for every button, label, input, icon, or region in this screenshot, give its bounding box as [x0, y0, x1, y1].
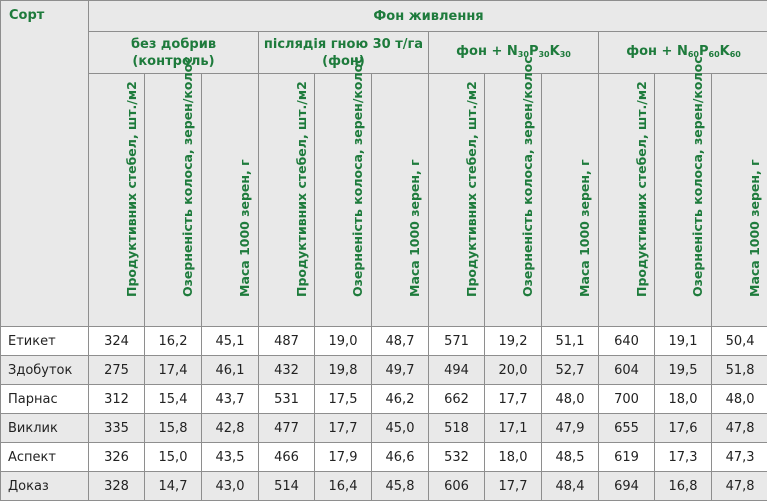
table-cell: 326	[89, 443, 145, 472]
table-row	[1, 385, 767, 414]
variety-name: Аспект	[1, 443, 89, 472]
table-cell: 48,4	[542, 472, 599, 501]
group-label-prefix: фон + N	[456, 44, 518, 59]
group-label-prefix: фон + N	[626, 44, 688, 59]
table-cell: 45,1	[202, 327, 259, 356]
parameter-header	[259, 74, 315, 327]
table-cell: 494	[429, 356, 485, 385]
table-cell: 17,7	[485, 472, 542, 501]
table-cell: 16,8	[655, 472, 712, 501]
table-cell: 46,6	[372, 443, 429, 472]
table-cell: 324	[89, 327, 145, 356]
table-cell: 335	[89, 414, 145, 443]
subscript: 60	[730, 50, 741, 59]
table-cell: 15,4	[145, 385, 202, 414]
table-cell: 17,6	[655, 414, 712, 443]
parameter-label: Маса 1000 зерен, г	[577, 159, 592, 297]
parameter-label: Озерненість колоса, зерен/колос	[350, 56, 365, 297]
group-label-p: P	[529, 44, 539, 59]
table-cell: 518	[429, 414, 485, 443]
group-label-line1: без добрив	[131, 37, 216, 52]
parameter-header	[429, 74, 485, 327]
table-cell: 19,8	[315, 356, 372, 385]
table-cell: 48,5	[542, 443, 599, 472]
table-cell: 328	[89, 472, 145, 501]
parameter-header-row	[1, 74, 767, 327]
variety-name: Етикет	[1, 327, 89, 356]
parameter-header	[89, 74, 145, 327]
table-cell: 640	[599, 327, 655, 356]
table-cell: 15,8	[145, 414, 202, 443]
parameter-label: Продуктивних стебел, шт./м2	[634, 81, 649, 297]
subscript: 30	[518, 50, 529, 59]
group-header-npk30	[429, 32, 599, 74]
table-cell: 17,1	[485, 414, 542, 443]
table-cell: 19,2	[485, 327, 542, 356]
group-header-control	[89, 32, 259, 74]
table-cell: 46,2	[372, 385, 429, 414]
table-cell: 700	[599, 385, 655, 414]
parameter-header	[542, 74, 599, 327]
parameter-header	[315, 74, 372, 327]
parameter-header	[202, 74, 259, 327]
parameter-label: Продуктивних стебел, шт./м2	[464, 81, 479, 297]
table-cell: 17,7	[485, 385, 542, 414]
fertilizer-background-header: Фон живлення	[89, 1, 767, 32]
table-cell: 606	[429, 472, 485, 501]
group-label-line2: (контроль)	[132, 54, 214, 69]
group-header-npk60	[599, 32, 767, 74]
subscript: 60	[688, 50, 699, 59]
table-cell: 477	[259, 414, 315, 443]
table-body	[1, 327, 767, 501]
table-row	[1, 414, 767, 443]
parameter-label: Озерненість колоса, зерен/колос	[690, 56, 705, 297]
table-cell: 48,0	[542, 385, 599, 414]
table-cell: 47,9	[542, 414, 599, 443]
table-cell: 43,5	[202, 443, 259, 472]
table-cell: 43,7	[202, 385, 259, 414]
parameter-label: Продуктивних стебел, шт./м2	[294, 81, 309, 297]
parameter-header	[599, 74, 655, 327]
parameter-label: Продуктивних стебел, шт./м2	[124, 81, 139, 297]
parameter-label: Маса 1000 зерен, г	[237, 159, 252, 297]
parameter-header	[655, 74, 712, 327]
group-label-line1: післядія гною 30 т/га	[264, 37, 423, 52]
parameter-header	[712, 74, 767, 327]
table-row	[1, 356, 767, 385]
parameter-header	[485, 74, 542, 327]
group-header-manure	[259, 32, 429, 74]
parameter-label: Маса 1000 зерен, г	[407, 159, 422, 297]
table-cell: 532	[429, 443, 485, 472]
subscript: 30	[560, 50, 571, 59]
table-cell: 48,7	[372, 327, 429, 356]
table-cell: 17,9	[315, 443, 372, 472]
table-cell: 16,2	[145, 327, 202, 356]
parameter-header	[145, 74, 202, 327]
table-cell: 466	[259, 443, 315, 472]
variety-name: Парнас	[1, 385, 89, 414]
table-cell: 47,8	[712, 472, 767, 501]
table-cell: 17,4	[145, 356, 202, 385]
parameter-label: Озерненість колоса, зерен/колос	[180, 56, 195, 297]
group-label-k: K	[550, 44, 560, 59]
table-row	[1, 327, 767, 356]
table-cell: 619	[599, 443, 655, 472]
table-cell: 16,4	[315, 472, 372, 501]
subscript: 60	[709, 50, 720, 59]
group-label-p: P	[699, 44, 709, 59]
table-cell: 19,5	[655, 356, 712, 385]
table-cell: 47,3	[712, 443, 767, 472]
group-label-k: K	[720, 44, 730, 59]
table-cell: 662	[429, 385, 485, 414]
table-cell: 45,8	[372, 472, 429, 501]
table-cell: 432	[259, 356, 315, 385]
table-cell: 18,0	[655, 385, 712, 414]
table-cell: 20,0	[485, 356, 542, 385]
table-cell: 604	[599, 356, 655, 385]
table-cell: 312	[89, 385, 145, 414]
table-cell: 49,7	[372, 356, 429, 385]
table-cell: 694	[599, 472, 655, 501]
parameter-header	[372, 74, 429, 327]
variety-name: Здобуток	[1, 356, 89, 385]
table-cell: 42,8	[202, 414, 259, 443]
table-cell: 18,0	[485, 443, 542, 472]
table-cell: 17,3	[655, 443, 712, 472]
table-cell: 51,1	[542, 327, 599, 356]
table-cell: 531	[259, 385, 315, 414]
table-cell: 45,0	[372, 414, 429, 443]
table-cell: 487	[259, 327, 315, 356]
table-cell: 19,1	[655, 327, 712, 356]
group-label-line2: (фон)	[322, 54, 365, 69]
table-cell: 514	[259, 472, 315, 501]
table-cell: 15,0	[145, 443, 202, 472]
variety-name: Виклик	[1, 414, 89, 443]
table-cell: 52,7	[542, 356, 599, 385]
table-cell: 47,8	[712, 414, 767, 443]
table-cell: 14,7	[145, 472, 202, 501]
parameter-label: Озерненість колоса, зерен/колос	[520, 56, 535, 297]
table-cell: 46,1	[202, 356, 259, 385]
sort-column-header: Сорт	[1, 1, 89, 327]
table-cell: 51,8	[712, 356, 767, 385]
table-cell: 571	[429, 327, 485, 356]
parameter-label: Маса 1000 зерен, г	[747, 159, 762, 297]
table-cell: 19,0	[315, 327, 372, 356]
table-cell: 43,0	[202, 472, 259, 501]
table-cell: 48,0	[712, 385, 767, 414]
subscript: 30	[538, 50, 549, 59]
table-cell: 17,7	[315, 414, 372, 443]
table-cell: 50,4	[712, 327, 767, 356]
table-cell: 275	[89, 356, 145, 385]
table-row	[1, 472, 767, 501]
table-cell: 655	[599, 414, 655, 443]
variety-name: Доказ	[1, 472, 89, 501]
table-cell: 17,5	[315, 385, 372, 414]
table-row	[1, 443, 767, 472]
